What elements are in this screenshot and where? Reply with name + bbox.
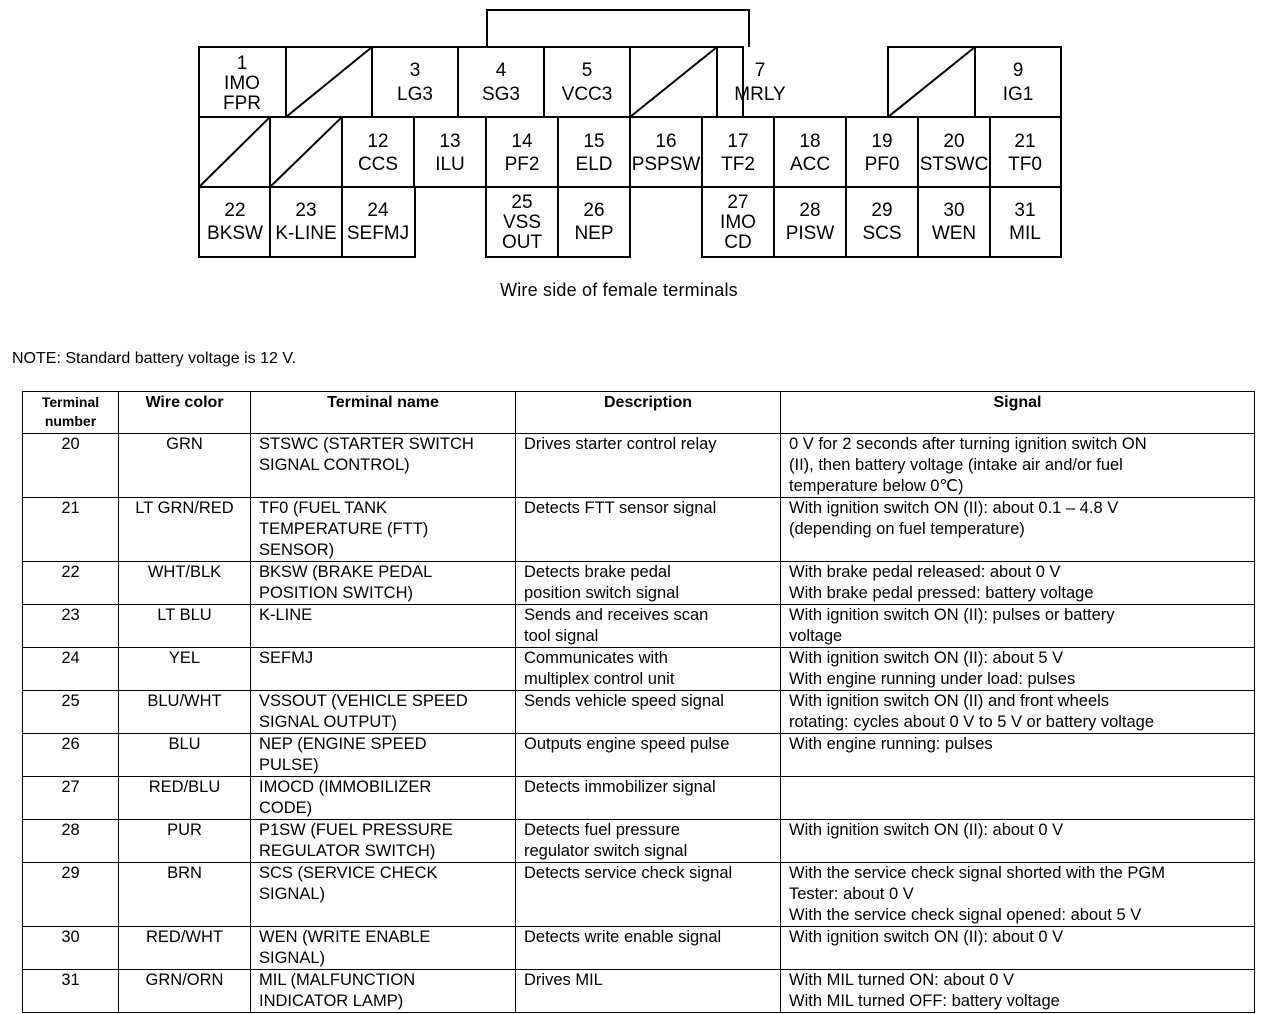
pin-12 — [358, 131, 398, 175]
signal-cell-line: Tester: about 0 V — [789, 885, 914, 903]
pin-14 — [505, 131, 540, 175]
signal-cell — [781, 562, 1255, 605]
pin-3 — [397, 60, 433, 105]
signal-cell-line: voltage — [789, 627, 843, 645]
terminal-name-cell-line: SIGNAL OUTPUT) — [259, 713, 397, 731]
table-row — [23, 434, 1255, 498]
terminal-number-cell: 29 — [23, 863, 119, 927]
svg-text:16: 16 — [655, 131, 677, 152]
svg-text:K-LINE: K-LINE — [275, 223, 337, 244]
header-terminal-number: Terminal number — [23, 392, 119, 434]
wire-color-cell: BLU/WHT — [119, 691, 251, 734]
signal-cell-line: With ignition switch ON (II): about 0.1 – 4.8 V — [789, 499, 1119, 517]
pin-1 — [223, 53, 261, 114]
signal-cell-line: 0 V for 2 seconds after turning ignition switch ON — [789, 435, 1147, 453]
svg-text:MIL: MIL — [1009, 223, 1041, 244]
svg-text:STSWC: STSWC — [919, 154, 989, 175]
terminal-number-cell: 22 — [23, 562, 119, 605]
svg-text:IMO: IMO — [224, 73, 260, 94]
terminal-name-cell — [251, 734, 516, 777]
description-cell — [516, 734, 781, 777]
svg-text:PISW: PISW — [785, 223, 835, 244]
description-cell — [516, 691, 781, 734]
description-cell — [516, 820, 781, 863]
table-header-row — [23, 392, 1255, 434]
description-cell-line: Sends and receives scan — [524, 606, 709, 624]
pin-15 — [576, 131, 613, 175]
svg-text:TF2: TF2 — [721, 154, 755, 175]
svg-text:15: 15 — [583, 131, 605, 152]
svg-text:20: 20 — [943, 131, 965, 152]
wire-color-cell: LT GRN/RED — [119, 498, 251, 562]
description-cell-line: Detects immobilizer signal — [524, 778, 716, 796]
signal-cell-line: With brake pedal released: about 0 V — [789, 563, 1061, 581]
description-cell — [516, 605, 781, 648]
signal-cell-line: With ignition switch ON (II): about 0 V — [789, 821, 1064, 839]
svg-text:IMO: IMO — [720, 212, 756, 233]
description-cell-line: Detects FTT sensor signal — [524, 499, 717, 517]
terminal-name-cell-line: INDICATOR LAMP) — [259, 992, 404, 1010]
table-row — [23, 691, 1255, 734]
table-row — [23, 648, 1255, 691]
svg-text:18: 18 — [799, 131, 821, 152]
table-row — [23, 777, 1255, 820]
terminal-name-cell-line: SEFMJ — [259, 649, 314, 667]
terminal-name-cell-line: PULSE) — [259, 756, 319, 774]
description-cell — [516, 863, 781, 927]
pin-30 — [932, 200, 976, 244]
pin-24 — [347, 200, 409, 244]
svg-text:5: 5 — [581, 60, 593, 81]
svg-text:VCC3: VCC3 — [561, 84, 613, 105]
signal-cell-line: With the service check signal shorted with the PGM — [789, 864, 1165, 882]
header-terminal-name: Terminal name — [251, 392, 516, 434]
signal-cell-line: With ignition switch ON (II): about 5 V — [789, 649, 1064, 667]
pin-25 — [502, 192, 543, 253]
table-row — [23, 562, 1255, 605]
svg-text:26: 26 — [583, 200, 605, 221]
terminal-name-cell — [251, 863, 516, 927]
pin-4 — [482, 60, 520, 105]
pin-16 — [632, 131, 701, 175]
pin-20 — [920, 131, 989, 175]
terminal-name-cell — [251, 498, 516, 562]
svg-text:WEN: WEN — [931, 223, 977, 244]
header-description: Description — [516, 392, 781, 434]
svg-text:30: 30 — [943, 200, 965, 221]
terminal-name-cell-line: P1SW (FUEL PRESSURE — [259, 821, 453, 839]
signal-cell-line: rotating: cycles about 0 V to 5 V or battery voltage — [789, 713, 1155, 731]
terminal-name-cell-line: SIGNAL) — [259, 885, 326, 903]
signal-cell-line: With brake pedal pressed: battery voltage — [789, 584, 1094, 602]
wire-color-cell: BRN — [119, 863, 251, 927]
terminal-name-cell — [251, 820, 516, 863]
signal-cell-line: With ignition switch ON (II): pulses or battery — [789, 606, 1115, 624]
terminal-name-cell — [251, 648, 516, 691]
table-row — [23, 498, 1255, 562]
description-cell-line: regulator switch signal — [524, 842, 688, 860]
svg-text:ACC: ACC — [789, 154, 831, 175]
svg-text:19: 19 — [871, 131, 893, 152]
description-cell — [516, 434, 781, 498]
svg-text:29: 29 — [871, 200, 893, 221]
signal-cell — [781, 777, 1255, 820]
terminal-name-cell-line: CODE) — [259, 799, 313, 817]
signal-cell — [781, 820, 1255, 863]
terminal-name-cell-line: POSITION SWITCH) — [259, 584, 413, 602]
wire-color-cell: LT BLU — [119, 605, 251, 648]
description-cell-line: Detects write enable signal — [524, 928, 722, 946]
svg-text:21: 21 — [1014, 131, 1036, 152]
terminal-name-cell-line: VSSOUT (VEHICLE SPEED — [259, 692, 468, 710]
signal-cell — [781, 734, 1255, 777]
pin-23 — [275, 200, 336, 244]
svg-text:22: 22 — [224, 200, 246, 221]
terminal-name-cell-line: IMOCD (IMMOBILIZER — [259, 778, 432, 796]
terminal-name-cell-line: SCS (SERVICE CHECK — [259, 864, 438, 882]
pin-18 — [790, 131, 830, 175]
svg-text:28: 28 — [799, 200, 821, 221]
svg-text:25: 25 — [511, 192, 533, 213]
terminal-name-cell-line: SENSOR) — [259, 541, 335, 559]
terminal-number-cell: 23 — [23, 605, 119, 648]
svg-text:IG1: IG1 — [1002, 84, 1034, 105]
terminal-name-cell-line: MIL (MALFUNCTION — [259, 971, 416, 989]
wire-color-cell: RED/WHT — [119, 927, 251, 970]
description-cell-line: Detects service check signal — [524, 864, 733, 882]
signal-cell-line: With MIL turned OFF: battery voltage — [789, 992, 1060, 1010]
svg-text:3: 3 — [409, 60, 421, 81]
svg-text:14: 14 — [511, 131, 533, 152]
svg-text:7: 7 — [754, 60, 766, 81]
wire-color-cell: YEL — [119, 648, 251, 691]
pin-19 — [865, 131, 900, 175]
signal-cell — [781, 863, 1255, 927]
pin-31 — [1009, 200, 1041, 244]
description-cell-line: Communicates with — [524, 649, 668, 667]
signal-cell — [781, 927, 1255, 970]
wire-color-cell: PUR — [119, 820, 251, 863]
terminal-name-cell — [251, 562, 516, 605]
terminal-name-cell-line: STSWC (STARTER SWITCH — [259, 435, 474, 453]
svg-text:CD: CD — [724, 232, 752, 253]
wire-color-cell: GRN/ORN — [119, 970, 251, 1013]
terminal-name-cell-line: SIGNAL CONTROL) — [259, 456, 410, 474]
signal-cell — [781, 498, 1255, 562]
header-wire-color: Wire color — [119, 392, 251, 434]
terminal-name-cell-line: REGULATOR SWITCH) — [259, 842, 436, 860]
pin-5 — [562, 60, 613, 105]
svg-text:NEP: NEP — [574, 223, 614, 244]
terminal-name-cell-line: TF0 (FUEL TANK — [259, 499, 388, 517]
battery-voltage-note: NOTE: Standard battery voltage is 12 V. — [12, 350, 297, 367]
description-cell-line: Sends vehicle speed signal — [524, 692, 724, 710]
svg-text:MRLY: MRLY — [734, 84, 786, 105]
terminal-name-cell — [251, 691, 516, 734]
description-cell-line: Drives MIL — [524, 971, 603, 989]
wire-color-cell: RED/BLU — [119, 777, 251, 820]
pin-22 — [207, 200, 263, 244]
signal-cell-line: (depending on fuel temperature) — [789, 520, 1025, 538]
svg-text:27: 27 — [727, 192, 749, 213]
svg-text:24: 24 — [367, 200, 389, 221]
table-row — [23, 970, 1255, 1013]
table-row — [23, 863, 1255, 927]
svg-text:17: 17 — [727, 131, 749, 152]
terminal-name-cell-line: WEN (WRITE ENABLE — [259, 928, 431, 946]
svg-text:OUT: OUT — [501, 232, 543, 253]
terminal-name-cell-line: SIGNAL) — [259, 949, 326, 967]
terminal-number-cell: 30 — [23, 927, 119, 970]
pin-28 — [786, 200, 835, 244]
terminal-name-cell-line: BKSW (BRAKE PEDAL — [259, 563, 433, 581]
terminal-number-cell: 25 — [23, 691, 119, 734]
signal-cell-line: With engine running: pulses — [789, 735, 993, 753]
svg-text:PSPSW: PSPSW — [631, 154, 701, 175]
svg-text:ILU: ILU — [435, 154, 465, 175]
description-cell — [516, 562, 781, 605]
svg-text:VSS: VSS — [502, 212, 542, 233]
svg-text:BKSW: BKSW — [207, 223, 263, 244]
svg-text:4: 4 — [495, 60, 507, 81]
terminal-number-cell: 28 — [23, 820, 119, 863]
pin-29 — [862, 200, 901, 244]
terminal-number-cell: 27 — [23, 777, 119, 820]
description-cell-line: Drives starter control relay — [524, 435, 717, 453]
svg-text:PF2: PF2 — [504, 154, 540, 175]
description-cell — [516, 970, 781, 1013]
terminal-number-cell: 31 — [23, 970, 119, 1013]
description-cell-line: position switch signal — [524, 584, 679, 602]
description-cell — [516, 648, 781, 691]
description-cell-line: tool signal — [524, 627, 599, 645]
svg-text:LG3: LG3 — [397, 84, 433, 105]
description-cell-line: multiplex control unit — [524, 670, 675, 688]
signal-cell — [781, 970, 1255, 1013]
svg-text:31: 31 — [1014, 200, 1036, 221]
svg-text:12: 12 — [367, 131, 389, 152]
wire-color-cell: WHT/BLK — [119, 562, 251, 605]
svg-text:1: 1 — [236, 53, 248, 74]
connector-caption: Wire side of female terminals — [500, 280, 738, 300]
signal-cell — [781, 605, 1255, 648]
svg-text:CCS: CCS — [357, 154, 399, 175]
table-row — [23, 927, 1255, 970]
signal-cell-line: With ignition switch ON (II): about 0 V — [789, 928, 1064, 946]
description-cell-line: Detects brake pedal — [524, 563, 671, 581]
svg-text:TF0: TF0 — [1008, 154, 1042, 175]
signal-cell — [781, 691, 1255, 734]
svg-text:SEFMJ: SEFMJ — [346, 223, 410, 244]
table-row — [23, 605, 1255, 648]
svg-text:23: 23 — [295, 200, 317, 221]
svg-text:13: 13 — [439, 131, 461, 152]
description-cell — [516, 777, 781, 820]
pin-27 — [720, 192, 756, 253]
table-row — [23, 820, 1255, 863]
terminal-signal-table — [22, 391, 1255, 1013]
terminal-name-cell — [251, 927, 516, 970]
terminal-name-cell — [251, 777, 516, 820]
terminal-name-cell — [251, 970, 516, 1013]
description-cell-line: Detects fuel pressure — [524, 821, 680, 839]
table-row — [23, 734, 1255, 777]
signal-cell — [781, 434, 1255, 498]
signal-cell-line: With ignition switch ON (II) and front wheels — [789, 692, 1110, 710]
signal-cell-line: With the service check signal opened: about 5 V — [789, 906, 1142, 924]
signal-cell — [781, 648, 1255, 691]
svg-text:9: 9 — [1012, 60, 1024, 81]
svg-text:SCS: SCS — [862, 223, 902, 244]
description-cell — [516, 927, 781, 970]
wire-color-cell: BLU — [119, 734, 251, 777]
signal-cell-line: (II), then battery voltage (intake air and/or fuel — [789, 456, 1123, 474]
pin-26 — [574, 200, 613, 244]
terminal-name-cell-line: NEP (ENGINE SPEED — [259, 735, 427, 753]
connector-diagram — [0, 0, 1280, 275]
description-cell — [516, 498, 781, 562]
terminal-name-cell — [251, 434, 516, 498]
terminal-name-cell — [251, 605, 516, 648]
svg-text:PF0: PF0 — [864, 154, 900, 175]
pin-17 — [721, 131, 755, 175]
wire-color-cell: GRN — [119, 434, 251, 498]
terminal-number-cell: 26 — [23, 734, 119, 777]
description-cell-line: Outputs engine speed pulse — [524, 735, 730, 753]
signal-cell-line: With MIL turned ON: about 0 V — [789, 971, 1014, 989]
signal-cell-line: With engine running under load: pulses — [789, 670, 1076, 688]
pin-13 — [435, 131, 465, 175]
terminal-number-cell: 21 — [23, 498, 119, 562]
pin-21 — [1008, 131, 1042, 175]
terminal-name-cell-line: K-LINE — [259, 606, 313, 624]
connector-outline — [199, 10, 1061, 257]
terminal-number-cell: 24 — [23, 648, 119, 691]
terminal-number-cell: 20 — [23, 434, 119, 498]
pin-9 — [1003, 60, 1034, 105]
header-signal: Signal — [781, 392, 1255, 434]
svg-text:FPR: FPR — [223, 93, 261, 114]
signal-cell-line: temperature below 0℃) — [789, 477, 964, 495]
svg-text:SG3: SG3 — [481, 84, 521, 105]
svg-text:ELD: ELD — [575, 154, 613, 175]
terminal-name-cell-line: TEMPERATURE (FTT) — [259, 520, 429, 538]
